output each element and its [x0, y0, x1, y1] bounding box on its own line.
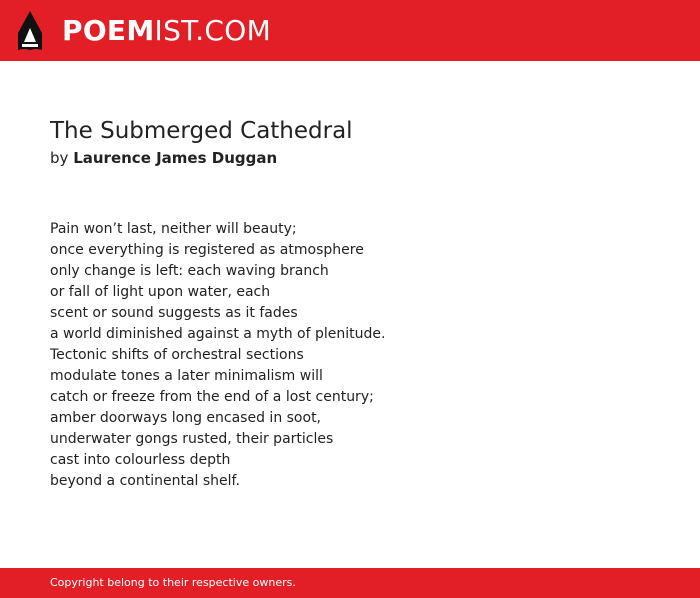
site-name-bold: POEM	[62, 14, 155, 47]
poem-line: or fall of light upon water, each	[50, 284, 271, 300]
site-logo[interactable]	[16, 9, 271, 53]
poem-line: cast into colourless depth	[50, 452, 231, 468]
poem-title: The Submerged Cathedral	[50, 118, 353, 144]
poem-line: catch or freeze from the end of a lost century;	[50, 389, 374, 405]
site-name	[62, 9, 271, 53]
poem-line: a world diminished against a myth of plenitude.	[50, 326, 386, 342]
pencil-nib-icon	[16, 10, 44, 52]
poem-line: once everything is registered as atmosphere	[50, 242, 364, 258]
poem-line: scent or sound suggests as it fades	[50, 305, 298, 321]
author-name: Laurence James Duggan	[73, 149, 278, 167]
site-name-light: IST.COM	[154, 14, 272, 47]
site-header	[0, 0, 700, 61]
poem-line: amber doorways long encased in soot,	[50, 410, 322, 426]
poem-line: beyond a continental shelf.	[50, 473, 240, 489]
poem-line: underwater gongs rusted, their particles	[50, 431, 334, 447]
by-label: by	[50, 149, 69, 167]
byline	[50, 148, 277, 168]
site-footer	[0, 568, 700, 598]
poem-line: modulate tones a later minimalism will	[50, 368, 323, 384]
poem-body	[50, 219, 385, 492]
poem-line: Tectonic shifts of orchestral sections	[50, 347, 304, 363]
poem-line: Pain won’t last, neither will beauty;	[50, 221, 297, 237]
poem-line: only change is left: each waving branch	[50, 263, 329, 279]
copyright-notice: Copyright belong to their respective owners.	[50, 576, 296, 589]
